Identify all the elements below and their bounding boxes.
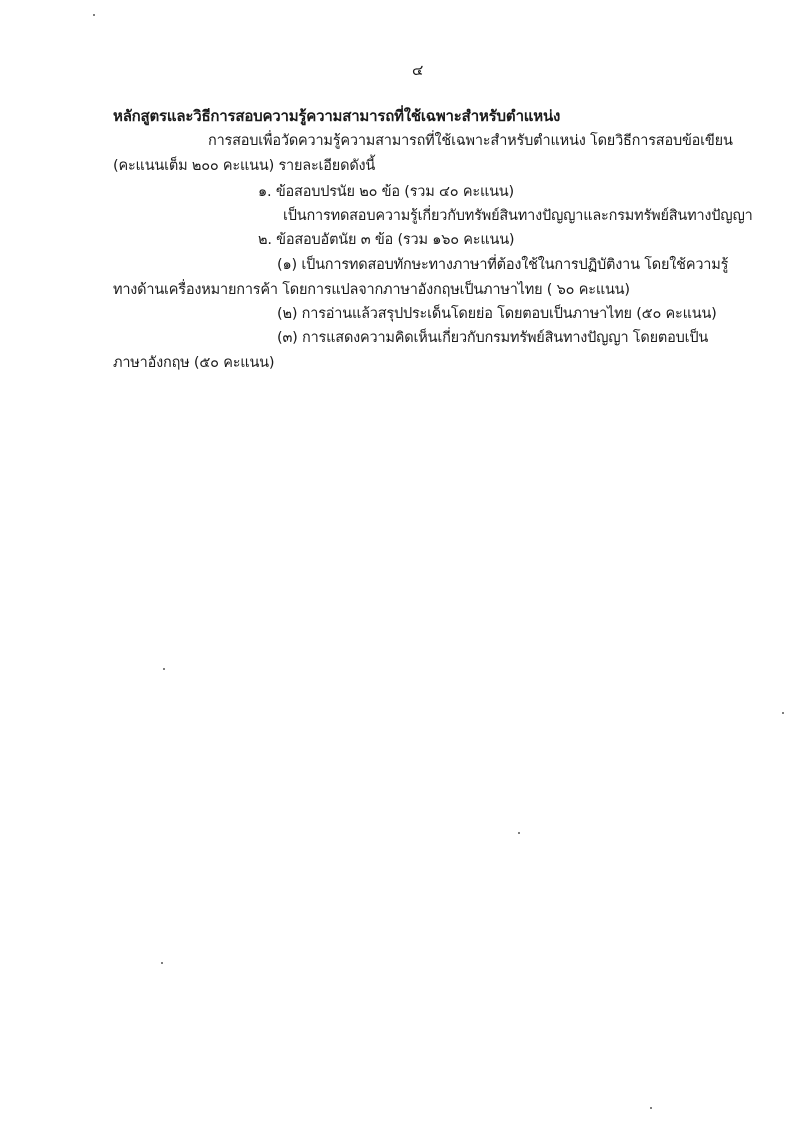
section-1-title: ๑. ข้อสอบปรนัย ๒๐ ข้อ (รวม ๔๐ คะแนน)	[258, 184, 514, 200]
section-2-item-3-line-1: (๓) การแสดงความคิดเห็นเกี่ยวกับกรมทรัพย์สินทางปัญญา โดยตอบเป็น	[277, 330, 709, 346]
scan-speck	[782, 712, 784, 714]
section-2-item-1-line-1: (๑) เป็นการทดสอบทักษะทางภาษาที่ต้องใช้ในการปฏิบัติงาน โดยใช้ความรู้	[277, 257, 729, 273]
scan-speck	[518, 832, 520, 834]
section-1-body: เป็นการทดสอบความรู้เกี่ยวกับทรัพย์สินทางปัญญาและกรมทรัพย์สินทางปัญญา	[283, 208, 753, 224]
scan-speck	[163, 668, 165, 670]
scan-speck	[650, 1107, 652, 1109]
page-number: ๔	[412, 61, 424, 79]
intro-line-1: การสอบเพื่อวัดความรู้ความสามารถที่ใช้เฉพาะสำหรับตำแหน่ง โดยวิธีการสอบข้อเขียน	[208, 133, 733, 149]
section-2-item-3-line-2: ภาษาอังกฤษ (๕๐ คะแนน)	[113, 355, 275, 371]
section-2-title: ๒. ข้อสอบอัตนัย ๓ ข้อ (รวม ๑๖๐ คะแนน)	[258, 232, 515, 248]
intro-line-2: (คะแนนเต็ม ๒๐๐ คะแนน) รายละเอียดดังนี้	[113, 158, 376, 174]
section-2-item-1-line-2: ทางด้านเครื่องหมายการค้า โดยการแปลจากภาษาอังกฤษเป็นภาษาไทย ( ๖๐ คะแนน)	[113, 282, 630, 298]
section-2-item-2: (๒) การอ่านแล้วสรุปประเด็นโดยย่อ โดยตอบเป็นภาษาไทย (๕๐ คะแนน)	[277, 306, 717, 322]
scan-speck	[161, 962, 163, 964]
section-heading: หลักสูตรและวิธีการสอบความรู้ความสามารถที่ใช้เฉพาะสำหรับตำแหน่ง	[113, 107, 561, 125]
scan-speck	[93, 14, 95, 16]
